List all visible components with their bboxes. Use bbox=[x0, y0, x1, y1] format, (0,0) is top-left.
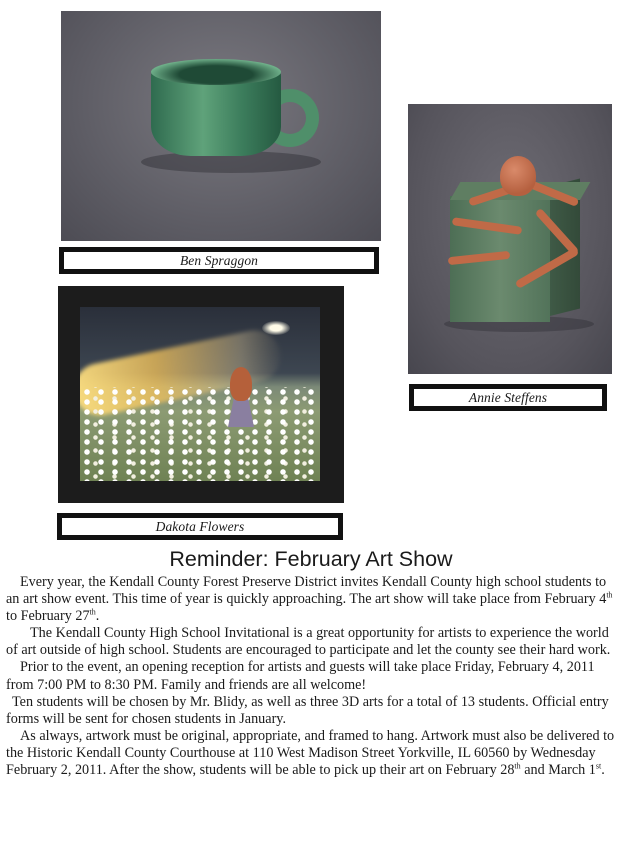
article-paragraph: The Kendall County High School Invitational is a great opportunity for artists to experience the world of art outside of high school. Students are encouraged to participate and let the county see their hard work. bbox=[6, 625, 611, 659]
octopus-box-photo bbox=[408, 104, 612, 374]
painting-photo bbox=[58, 286, 344, 503]
caption-annie-steffens: Annie Steffens bbox=[409, 384, 607, 411]
painting-canvas bbox=[80, 307, 320, 481]
article-title: Reminder: February Art Show bbox=[169, 547, 453, 571]
caption-ben-spraggon: Ben Spraggon bbox=[59, 247, 379, 274]
article-paragraph: Prior to the event, an opening reception for artists and guests will take place Friday, February 4, 2011 from 7:00 PM to 8:30 PM. Family and friends are all welcome! bbox=[6, 659, 595, 693]
girl-figure-hair bbox=[230, 367, 252, 401]
octopus-head bbox=[500, 156, 536, 196]
caption-dakota-flowers: Dakota Flowers bbox=[57, 513, 343, 540]
article-body bbox=[6, 574, 616, 779]
mug-rim bbox=[151, 59, 281, 85]
article-paragraph: As always, artwork must be original, appropriate, and framed to hang. Artwork must also be delivered to the Historic Kendall County Courthouse at 110 West Madison Street Yorkville, IL 60560 by Wednesday February 2, 2011. After the show, students will be able to pick up their art on February 28th and March 1st. bbox=[6, 727, 615, 779]
ceramic-mug-photo bbox=[61, 11, 381, 241]
article-paragraph: Every year, the Kendall County Forest Preserve District invites Kendall County high school students to an art show event. This time of year is quickly approaching. The art show will take place from February 4th to February 27th. bbox=[6, 574, 613, 625]
article-paragraph: Ten students will be chosen by Mr. Blidy, as well as three 3D arts for a total of 13 students. Official entry forms will be sent for chosen students in January. bbox=[6, 693, 609, 727]
shooting-star bbox=[262, 321, 290, 335]
daisy-field bbox=[80, 387, 320, 481]
